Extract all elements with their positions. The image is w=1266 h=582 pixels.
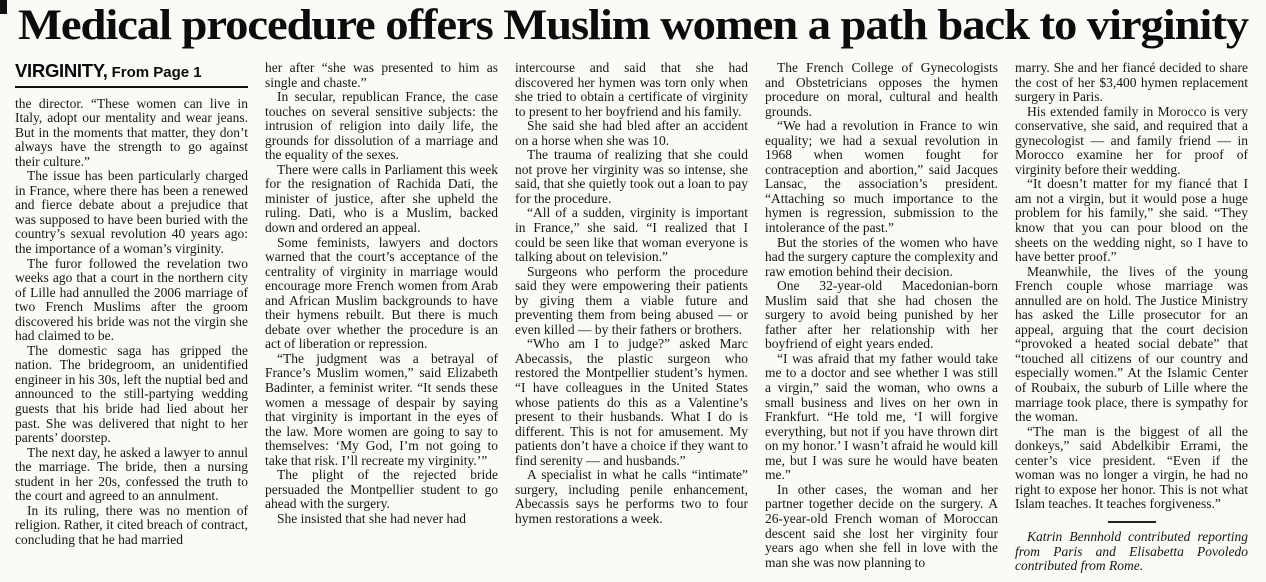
article-paragraph: the director. “These women can live in Italy, adopt our mentality and wear jeans. But in the moments that matter, they don’t always have the strength to go against their culture.” <box>15 95 248 169</box>
article-paragraph: There were calls in Parliament this week for the resignation of Rachida Dati, the minister of justice, after she upheld the ruling. Dati, who is a Muslim, backed down and ordered an appeal. <box>265 161 498 236</box>
article-paragraph: “The judgment was a betrayal of France’s Muslim women,” said Elizabeth Badinter, a feminist writer. “It sends these women a message of despair by saying that virginity is important in the eyes of the law. More women are going to say to themselves: ‘My God, I’m not going to take that risk. I’ll recreate my virginity.’” <box>265 350 498 468</box>
scan-artifact <box>0 0 7 14</box>
article-headline: Medical procedure offers Muslim women a path back to virginity <box>18 2 1248 49</box>
article-column-4 <box>765 61 998 574</box>
credit-divider <box>1108 521 1156 523</box>
article-paragraph: The French College of Gynecologists and Obstetricians opposes the hymen procedure on moral, cultural and health grounds. <box>765 60 998 119</box>
article-paragraph: The issue has been particularly charged in France, where there has been a renewed and fierce debate about a prejudice that was supposed to have been buried with the country’s sexual revolution 40 years ago: the importance of a woman’s virginity. <box>15 168 248 257</box>
article-paragraph: Meanwhile, the lives of the young French couple whose marriage was annulled are on hold. The Justice Ministry has asked the Lille prosecutor for an appeal, arguing that the court decision “provoked a heated social debate” that “touched all citizens of our country and especially women.” At the Islamic Center of Roubaix, the suburb of Lille where the marriage took place, there is sympathy for the woman. <box>1015 263 1248 425</box>
article-column-2 <box>265 61 498 574</box>
article-column-3 <box>515 61 748 574</box>
article-paragraph: “Who am I to judge?” asked Marc Abecassis, the plastic surgeon who restored the Montpellier student’s hymen. “I have colleagues in the United States whose patients do this as a Valentine’s present to their husbands. What I do is different. This is not for amusement. My patients don’t have a choice if they want to find serenity — and husbands.” <box>515 336 748 468</box>
kicker-label: VIRGINITY, <box>15 60 108 81</box>
article-body <box>0 55 1266 574</box>
article-paragraph: In secular, republican France, the case touches on several sensitive subjects: the intrusion of religion into daily life, the grounds for dissolution of a marriage and the equality of the sexes. <box>265 89 498 163</box>
article-paragraph: her after “she was presented to him as single and chaste.” <box>265 60 498 90</box>
article-paragraph: One 32-year-old Macedonian-born Muslim said that she had chosen the surgery to avoid being punished by her father after her relationship with her boyfriend of eight years ended. <box>765 278 998 352</box>
article-paragraph: Some feminists, lawyers and doctors warned that the court’s acceptance of the centrality of virginity in marriage would encourage more French women from Arab and African Muslim backgrounds to have their hymens rebuilt. But there is much debate over whether the procedure is an act of liberation or repression. <box>265 234 498 352</box>
article-paragraph: “We had a revolution in France to win equality; we had a sexual revolution in 1968 when women fought for contraception and abortion,” said Jacques Lansac, the association’s president. “Attaching so much importance to the hymen is regression, submission to the intolerance of the past.” <box>765 118 998 236</box>
headline-row <box>0 0 1266 55</box>
article-paragraph: His extended family in Morocco is very conservative, she said, and required that a gynecologist — and family friend — in Morocco examine her for proof of virginity before their wedding. <box>1015 103 1248 177</box>
continuation-kicker <box>15 61 248 88</box>
article-paragraph: The plight of the rejected bride persuaded the Montpellier student to go ahead with the surgery. <box>265 467 498 512</box>
article-paragraph: In other cases, the woman and her partner together decide on the surgery. A 26-year-old French woman of Moroccan descent said she lost her virginity four years ago when she fell in love with the man she was now planning to <box>765 481 998 570</box>
article-paragraph: The furor followed the revelation two weeks ago that a court in the northern city of Lille had annulled the 2006 marriage of two French Muslims after the groom discovered his bride was not the virgin she had claimed to be. <box>15 255 248 344</box>
article-paragraph: She insisted that she had never had <box>277 510 466 526</box>
contributor-credit: Katrin Bennhold contributed reporting from Paris and Elisabetta Povoledo contributed from Rome. <box>1015 528 1248 574</box>
article-paragraph: “It doesn’t matter for my fiancé that I am not a virgin, but it would pose a huge problem for his family,” she said. “They know that you can pour blood on the sheets on the wedding night, so I have to have better proof.” <box>1015 176 1248 265</box>
article-paragraph: But the stories of the women who have had the surgery capture the complexity and raw emotion behind their decision. <box>765 234 998 279</box>
article-paragraph: marry. She and her fiancé decided to share the cost of her $3,400 hymen replacement surgery in Paris. <box>1015 60 1248 105</box>
article-paragraph: She said she had bled after an accident on a horse when she was 10. <box>515 118 748 148</box>
article-paragraph: In its ruling, there was no mention of religion. Rather, it cited breach of contract, concluding that he had married <box>15 502 248 547</box>
article-paragraph: “The man is the biggest of all the donkeys,” said Abdelkibir Errami, the center’s vice president. “Even if the woman was no longer a virgin, he had no right to expose her honor. This is not what Islam teaches. It teaches forgiveness.” <box>1015 423 1248 512</box>
article-column-1 <box>15 61 248 574</box>
article-column-5 <box>1015 61 1248 574</box>
article-paragraph: “All of a sudden, virginity is important in France,” she said. “I realized that I could be seen like that woman everyone is talking about on television.” <box>515 205 748 265</box>
article-paragraph: The trauma of realizing that she could not prove her virginity was so intense, she said, that she quietly took out a loan to pay for the procedure. <box>515 147 748 206</box>
article-paragraph: The next day, he asked a lawyer to annul the marriage. The bride, then a nursing student in her 20s, confessed the truth to the court and agreed to an annulment. <box>15 444 248 504</box>
kicker-from-page: From Page 1 <box>111 64 202 81</box>
article-paragraph: A specialist in what he calls “intimate” surgery, including penile enhancement, Abecassis says he performs two to four hymen restorations a week. <box>515 467 748 526</box>
article-paragraph: The domestic saga has gripped the nation. The bridegroom, an unidentified engineer in his 30s, left the nuptial bed and announced to the still-partying wedding guests that his bride had lied about her past. She was delivered that night to her parents’ doorstep. <box>15 342 248 446</box>
article-paragraph: “I was afraid that my father would take me to a doctor and see whether I was still a virgin,” said the woman, who owns a small business and lives on her own in Frankfurt. “He told me, ‘I will forgive everything, but not if you have thrown dirt on my honor.’ I wasn’t afraid he would kill me, but I was sure he would have beaten me.” <box>765 350 998 483</box>
article-paragraph: intercourse and said that she had discovered her hymen was torn only when she tried to obtain a certificate of virginity to present to her boyfriend and his family. <box>515 60 748 119</box>
article-paragraph: Surgeons who perform the procedure said they were empowering their patients by giving them a viable future and preventing them from being abused — or even killed — by their fathers or brothers. <box>515 263 748 337</box>
